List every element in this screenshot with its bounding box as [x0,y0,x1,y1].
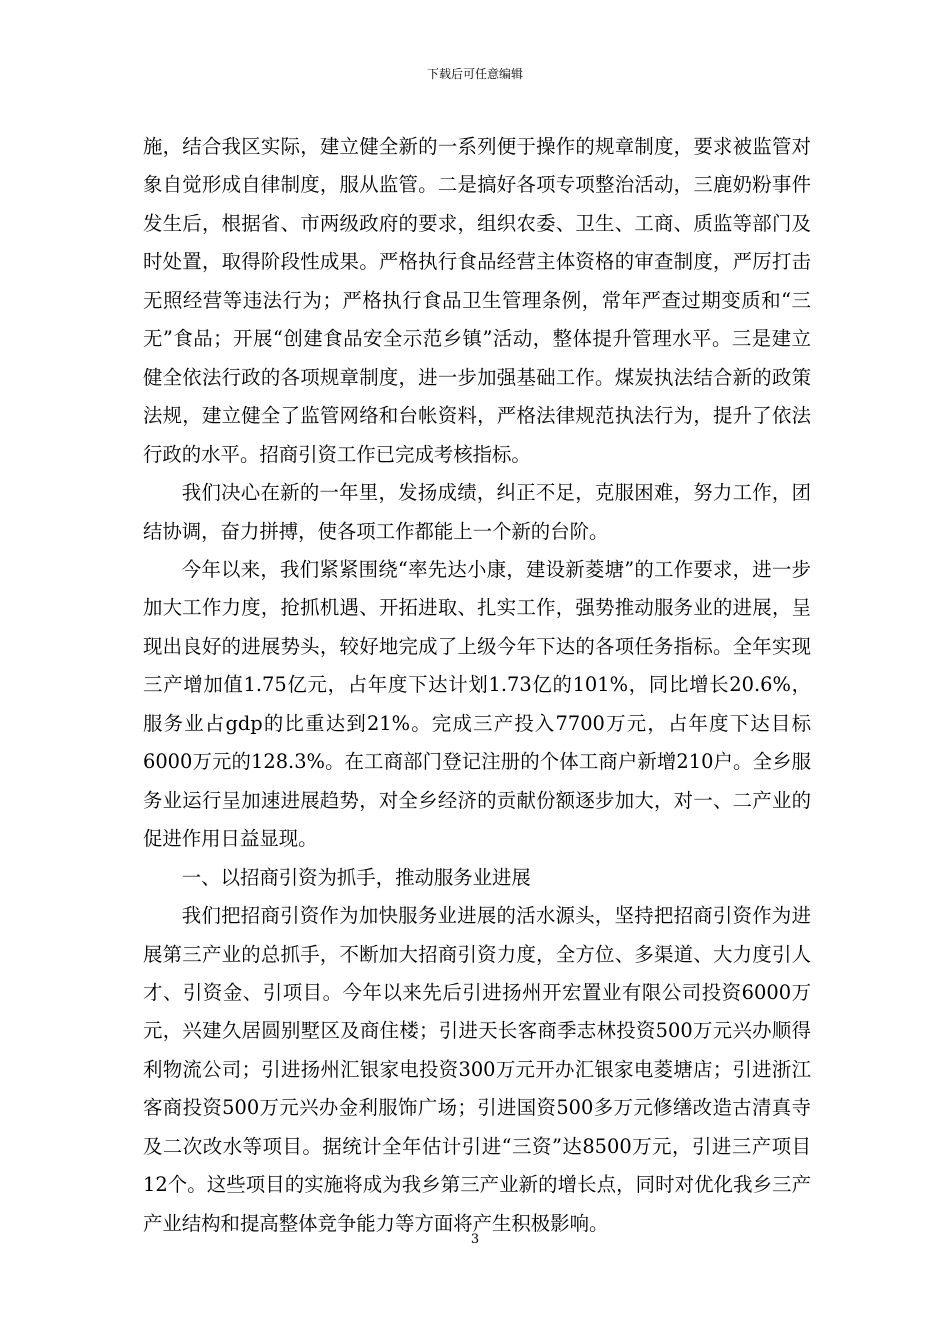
paragraph-overview: 今年以来，我们紧紧围绕“率先达小康，建设新菱塘”的工作要求，进一步加大工作力度，抢抓机遇、开拓进取、扎实工作，强势推动服务业的进展，呈现出良好的进展势头，较好地完成了上级今年下达的各项任务指标。全年实现三产增加值1.75亿元，占年度下达计划1.73亿的101%，同比增长20.6%，服务业占gdp的比重达到21%。完成三产投入7700万元，占年度下达目标6000万元的128.3%。在工商部门登记注册的个体工商户新增210户。全乡服务业运行呈加速进展趋势，对全乡经济的贡献份额逐步加大，对一、二产业的促进作用日益显现。 [143,557,811,851]
document-body [143,128,811,1243]
paragraph-continuation: 施，结合我区实际，建立健全新的一系列便于操作的规章制度，要求被监管对象自觉形成自律制度，服从监管。二是搞好各项专项整治活动，三鹿奶粉事件发生后，根据省、市两级政府的要求，组织农委、卫生、工商、质监等部门及时处置，取得阶段性成果。严格执行食品经营主体资格的审查制度，严厉打击无照经营等违法行为；严格执行食品卫生管理条例，常年严查过期变质和“三无”食品；开展“创建食品安全示范乡镇”活动，整体提升管理水平。三是建立健全依法行政的各项规章制度，进一步加强基础工作。煤炭执法结合新的政策法规，建立健全了监管网络和台帐资料，严格法律规范执法行为，提升了依法行政的水平。招商引资工作已完成考核指标。 [143,135,811,466]
section-heading: 一、以招商引资为抓手，推动服务业进展 [181,865,531,889]
paragraph-investment: 我们把招商引资作为加快服务业进展的活水源头，坚持把招商引资作为进展第三产业的总抓手，不断加大招商引资力度，全方位、多渠道、大力度引人才、引资金、引项目。今年以来先后引进扬州开宏置业有限公司投资6000万元，兴建久居圆别墅区及商住楼；引进天长客商季志林投资500万元兴办顺得利物流公司；引进扬州汇银家电投资300万元开办汇银家电菱塘店；引进浙江客商投资500万元兴办金利服饰广场；引进国资500多万元修缮改造古清真寺及二次改水等项目。据统计全年估计引进“三资”达8500万元，引进三产项目12个。这些项目的实施将成为我乡第三产业新的增长点，同时对优化我乡三产产业结构和提高整体竞争能力等方面将产生积极影响。 [143,904,811,1235]
paragraph-resolution: 我们决心在新的一年里，发扬成绩，纠正不足，克服困难，努力工作，团结协调，奋力拼搏，使各项工作都能上一个新的台阶。 [143,481,811,543]
page-number: 3 [470,1232,480,1247]
page-header: 下载后可任意编辑 [426,67,523,81]
